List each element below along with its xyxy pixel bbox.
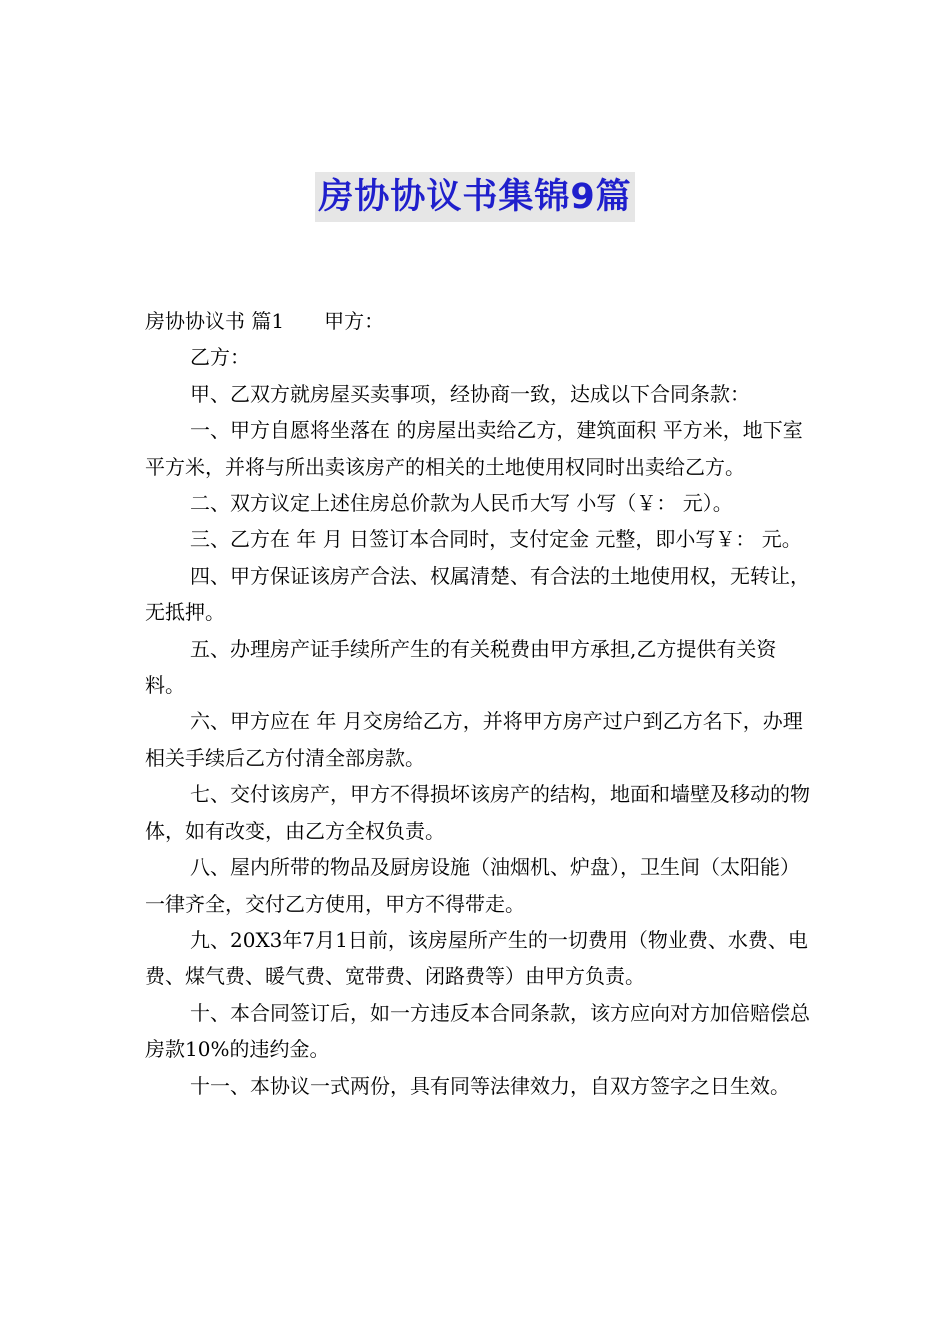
contract-intro: 甲、乙双方就房屋买卖事项，经协商一致，达成以下合同条款： [190, 381, 750, 406]
clause-8: 八、屋内所带的物品及厨房设施（油烟机、炉盘），卫生间（太阳能）一律齐全，交付乙方使用，甲方不得带走。 [145, 855, 800, 916]
clause-3: 三、乙方在 年 月 日签订本合同时，支付定金 元整，即小写￥： 元。 [190, 527, 802, 552]
clause-7: 七、交付该房产，甲方不得损坏该房产的结构，地面和墙壁及移动的物体，如有改变，由乙方全权负责。 [145, 782, 810, 843]
clause-4: 四、甲方保证该房产合法、权属清楚、有合法的土地使用权，无转让，无抵押。 [145, 563, 810, 625]
clause-2: 二、双方议定上述住房总价款为人民币大写 小写（￥： 元）。 [190, 491, 733, 516]
clause-11: 十一、本协议一式两份，具有同等法律效力，自双方签字之日生效。 [190, 1073, 790, 1098]
clause-1: 一、甲方自愿将坐落在 的房屋出卖给乙方，建筑面积 平方米，地下室 平方米，并将与所出卖该房产的相关的土地使用权同时出卖给乙方。 [145, 418, 803, 479]
document-title: 房协协议书集锦9篇 [315, 172, 634, 222]
party-b-label: 乙方： [190, 345, 250, 370]
clause-5: 五、办理房产证手续所产生的有关税费由甲方承担,乙方提供有关资料。 [145, 636, 777, 698]
clause-10: 十、本合同签订后，如一方违反本合同条款，该方应向对方加倍赔偿总房款10%的违约金。 [145, 1000, 810, 1062]
section-heading-line [145, 303, 810, 339]
party-a-label: 甲方： [324, 309, 385, 333]
clause-9: 九、20X3年7月1日前，该房屋所产生的一切费用（物业费、水费、电费、煤气费、暖气费、宽带费、闭路费等）由甲方负责。 [145, 927, 808, 989]
section-heading: 房协协议书 篇1 [145, 309, 285, 333]
clause-6: 六、甲方应在 年 月交房给乙方，并将甲方房产过户到乙方名下，办理相关手续后乙方付清全部房款。 [145, 709, 803, 770]
title-container [0, 172, 950, 222]
document-body [145, 303, 810, 1104]
